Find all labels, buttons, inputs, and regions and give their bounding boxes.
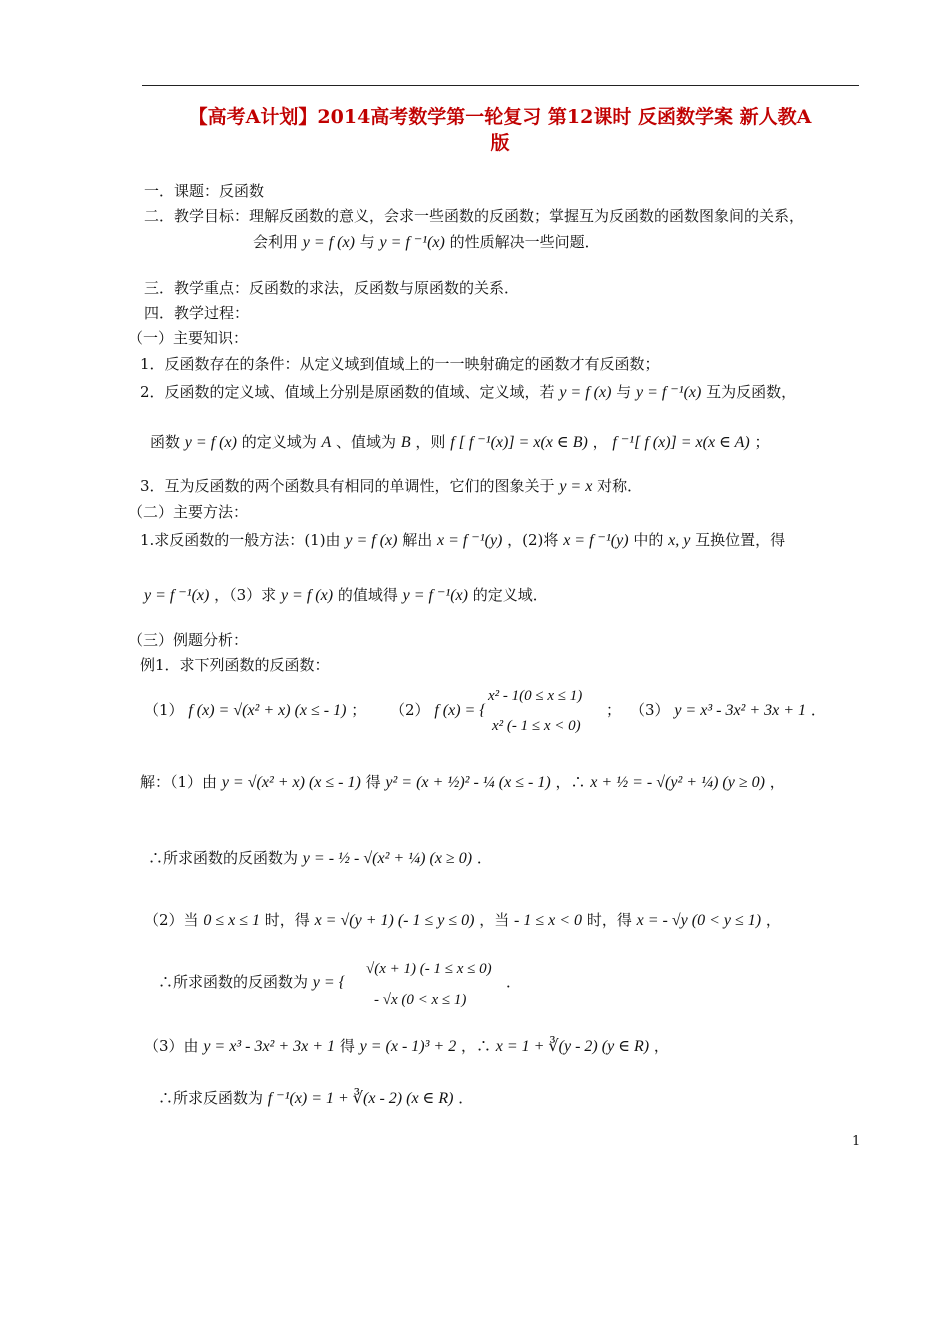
text: 的性质解决一些问题． [449, 233, 600, 251]
label: （3） [630, 701, 670, 719]
math-expression: x = f ⁻¹(y) [437, 532, 503, 549]
math-expression: y = f ⁻¹(x) [379, 234, 445, 251]
section-goals-cont [253, 232, 600, 253]
solution-2 [144, 910, 781, 931]
text: ∴所求函数的反函数为 [158, 973, 309, 991]
math-expression: - 1 ≤ x < 0 [514, 912, 583, 929]
math-expression: y = f ⁻¹(x) [402, 587, 468, 604]
text: 互换位置，得 [695, 531, 786, 549]
page-number: 1 [852, 1134, 861, 1149]
piecewise-case-bottom: x² (- 1 ≤ x < 0) [492, 718, 581, 734]
text: 与 [616, 383, 632, 401]
solution-2-result-end: ． [506, 973, 522, 991]
text: 会利用 [253, 233, 299, 251]
text: ，当 [479, 911, 510, 929]
math-expression: y = { [312, 974, 346, 991]
text: （3）由 [144, 1037, 199, 1055]
math-expression: y = f (x) [302, 234, 355, 251]
math-expression: y = f ⁻¹(x) [636, 384, 702, 401]
math-expression: f (x) = { [434, 702, 486, 719]
example-1-title: 例1．求下列函数的反函数： [140, 656, 330, 674]
math-expression: x, y [668, 532, 691, 549]
header-rule [142, 85, 859, 86]
math-expression: y = f (x) [345, 532, 398, 549]
solution-1-result [148, 848, 492, 869]
math-expression: y = x³ - 3x² + 3x + 1 [674, 702, 807, 719]
section-process: 四．教学过程： [144, 304, 250, 322]
document-title-line1: 【高考A计划】2014高考数学第一轮复习 第12课时 反函数学案 新人教A [188, 106, 812, 128]
problem-2 [390, 700, 486, 721]
method-item-1 [140, 530, 785, 551]
text: ． [476, 849, 492, 867]
math-expression: y = f (x) [559, 384, 612, 401]
solution-2-result [158, 972, 345, 993]
text: 中的 [633, 531, 664, 549]
math-expression: x = 1 + ∛(y - 2) (y ∈ R) [495, 1038, 650, 1055]
math-expression: y = x³ - 3x² + 3x + 1 [203, 1038, 336, 1055]
math-expression: x = √(y + 1) (- 1 ≤ y ≤ 0) [314, 912, 475, 929]
text: 得 [365, 773, 381, 791]
math-expression: f ⁻¹(x) = 1 + ∛(x - 2) (x ∈ R) [267, 1090, 454, 1107]
text: ， [592, 433, 608, 451]
text: 解：（1）由 [140, 773, 218, 791]
piecewise-case-top: √(x + 1) (- 1 ≤ x ≤ 0) [366, 961, 492, 977]
math-expression: f [ f ⁻¹(x)] = x(x ∈ B) [450, 434, 588, 451]
text: 的定义域为 [241, 433, 317, 451]
text: 得 [339, 1037, 355, 1055]
math-expression: y² = (x + ½)² - ¼ (x ≤ - 1) [385, 774, 551, 791]
problem-2-end: ； [606, 701, 622, 719]
text: ，(2)将 [507, 531, 559, 549]
text: ． [458, 1089, 474, 1107]
math-expression: y = √(x² + x) (x ≤ - 1) [221, 774, 361, 791]
solution-3-result [158, 1088, 473, 1109]
math-expression: y = x [559, 478, 593, 495]
text: 3．互为反函数的两个函数具有相同的单调性，它们的图象关于 [140, 477, 555, 495]
math-expression: x = - √y (0 < y ≤ 1) [636, 912, 762, 929]
math-expression: 0 ≤ x ≤ 1 [203, 912, 260, 929]
text: ，∴ [460, 1037, 491, 1055]
section-topic: 一．课题：反函数 [144, 182, 265, 200]
math-expression: y = (x - 1)³ + 2 [359, 1038, 457, 1055]
math-expression: A [321, 434, 332, 451]
section-goals: 二．教学目标：理解反函数的意义，会求一些函数的反函数；掌握互为反函数的函数图象间的关系， [144, 207, 805, 225]
label: （1） [144, 701, 184, 719]
text: 2．反函数的定义域、值域上分别是原函数的值域、定义域，若 [140, 383, 555, 401]
solution-3 [144, 1036, 669, 1057]
math-expression: B [400, 434, 411, 451]
method-item-1-cont [144, 585, 548, 606]
text: 函数 [150, 433, 181, 451]
text: 互为反函数， [706, 383, 797, 401]
text: 时，得 [586, 911, 632, 929]
text: ， [769, 773, 785, 791]
math-expression: y = f (x) [184, 434, 237, 451]
label: （2） [390, 701, 430, 719]
piecewise-case-bottom: - √x (0 < x ≤ 1) [374, 992, 467, 1008]
text: 解出 [402, 531, 433, 549]
section-focus: 三．教学重点：反函数的求法，反函数与原函数的关系． [144, 279, 520, 297]
text: 时，得 [264, 911, 310, 929]
math-expression: y = - ½ - √(x² + ¼) (x ≥ 0) [302, 850, 473, 867]
knowledge-item-1: 1．反函数存在的条件：从定义域到值域上的一一映射确定的函数才有反函数； [140, 355, 660, 373]
text: ； [351, 701, 367, 719]
text: ； [754, 433, 770, 451]
subsection-methods: （二）主要方法： [128, 503, 249, 521]
text: ， [653, 1037, 669, 1055]
solution-1 [140, 772, 785, 793]
knowledge-item-2 [140, 382, 796, 403]
math-expression: f (x) = √(x² + x) (x ≤ - 1) [188, 702, 347, 719]
math-expression: y = f ⁻¹(x) [144, 587, 210, 604]
text: （2）当 [144, 911, 199, 929]
subsection-knowledge: （一）主要知识： [128, 329, 249, 347]
text: 对称． [597, 477, 643, 495]
math-expression: x + ½ = - √(y² + ¼) (y ≥ 0) [590, 774, 765, 791]
text: 的值域得 [337, 586, 398, 604]
text: 、值域为 [336, 433, 397, 451]
subsection-examples: （三）例题分析： [128, 631, 249, 649]
knowledge-item-3 [140, 476, 642, 497]
text: 1.求反函数的一般方法：(1)由 [140, 531, 341, 549]
knowledge-item-2-cont [150, 432, 770, 453]
text: ，（3）求 [214, 586, 277, 604]
text: ， [765, 911, 781, 929]
text: ∴所求函数的反函数为 [148, 849, 299, 867]
text: ∴所求反函数为 [158, 1089, 264, 1107]
math-expression: x = f ⁻¹(y) [563, 532, 629, 549]
text: 的定义域． [472, 586, 548, 604]
math-expression: y = f (x) [280, 587, 334, 604]
text: ，则 [415, 433, 446, 451]
document-title-line2: 版 [490, 132, 510, 154]
text: ． [810, 701, 826, 719]
math-expression: f ⁻¹[ f (x)] = x(x ∈ A) [612, 434, 750, 451]
problem-3 [630, 700, 826, 721]
problem-1 [144, 700, 366, 721]
piecewise-case-top: x² - 1(0 ≤ x ≤ 1) [488, 688, 583, 704]
text: ，∴ [555, 773, 586, 791]
text: 与 [359, 233, 375, 251]
